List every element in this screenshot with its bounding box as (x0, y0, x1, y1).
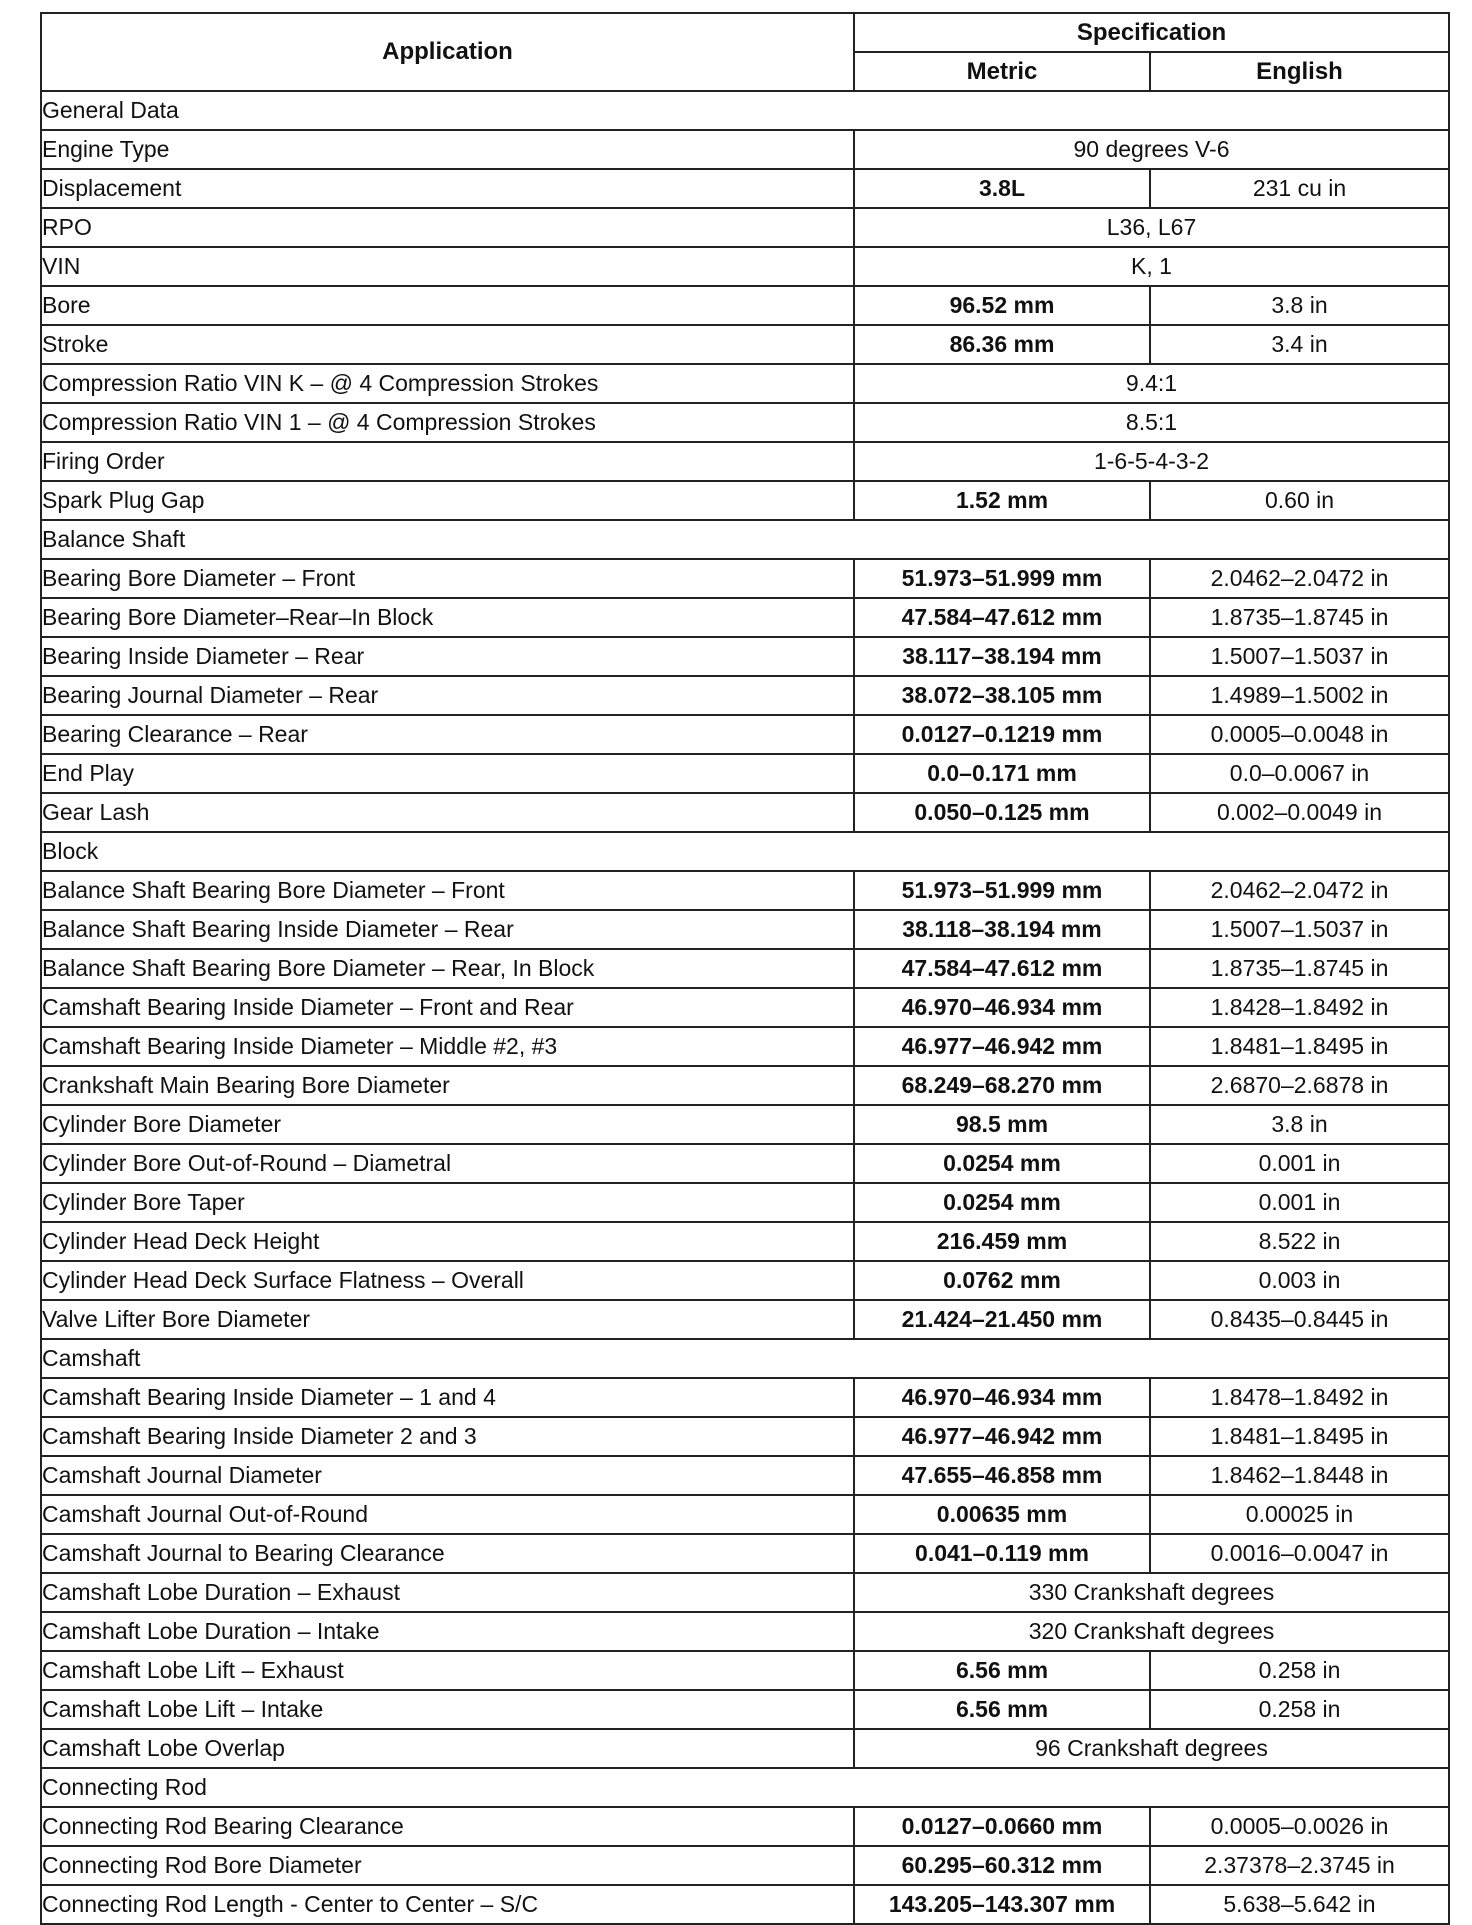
metric-value: 0.0–0.171 mm (854, 754, 1150, 793)
table-row (41, 325, 1449, 364)
table-row (41, 793, 1449, 832)
table-row (41, 1846, 1449, 1885)
english-value: 5.638–5.642 in (1150, 1885, 1449, 1924)
metric-value: 0.0254 mm (854, 1183, 1150, 1222)
english-value: 2.0462–2.0472 in (1150, 559, 1449, 598)
metric-value: 60.295–60.312 mm (854, 1846, 1150, 1885)
metric-value: 21.424–21.450 mm (854, 1300, 1150, 1339)
row-label: Compression Ratio VIN K – @ 4 Compression Strokes (41, 364, 854, 403)
metric-value: 68.249–68.270 mm (854, 1066, 1150, 1105)
english-value: 1.8735–1.8745 in (1150, 598, 1449, 637)
table-row (41, 442, 1449, 481)
metric-value: 51.973–51.999 mm (854, 871, 1150, 910)
table-row (41, 1456, 1449, 1495)
english-value: 0.0–0.0067 in (1150, 754, 1449, 793)
row-label: Camshaft Bearing Inside Diameter – 1 and 4 (41, 1378, 854, 1417)
table-row (41, 715, 1449, 754)
row-label: Camshaft Bearing Inside Diameter 2 and 3 (41, 1417, 854, 1456)
metric-value: 38.117–38.194 mm (854, 637, 1150, 676)
table-row (41, 1612, 1449, 1651)
section-row (41, 520, 1449, 559)
table-header (41, 13, 1449, 91)
table-row (41, 1417, 1449, 1456)
metric-value: 38.072–38.105 mm (854, 676, 1150, 715)
combined-value: 320 Crankshaft degrees (854, 1612, 1449, 1651)
metric-value: 47.584–47.612 mm (854, 949, 1150, 988)
spec-table (40, 12, 1450, 1925)
english-value: 1.8478–1.8492 in (1150, 1378, 1449, 1417)
table-body (41, 91, 1449, 1924)
metric-value: 0.0762 mm (854, 1261, 1150, 1300)
row-label: Firing Order (41, 442, 854, 481)
english-value: 2.37378–2.3745 in (1150, 1846, 1449, 1885)
metric-value: 0.041–0.119 mm (854, 1534, 1150, 1573)
row-label: Valve Lifter Bore Diameter (41, 1300, 854, 1339)
table-row (41, 208, 1449, 247)
english-value: 0.00025 in (1150, 1495, 1449, 1534)
row-label: Stroke (41, 325, 854, 364)
table-row (41, 1885, 1449, 1924)
table-row (41, 286, 1449, 325)
application-header: Application (41, 13, 854, 91)
table-row (41, 403, 1449, 442)
section-row (41, 91, 1449, 130)
row-label: Cylinder Head Deck Surface Flatness – Overall (41, 1261, 854, 1300)
english-value: 2.0462–2.0472 in (1150, 871, 1449, 910)
metric-value: 46.977–46.942 mm (854, 1027, 1150, 1066)
combined-value: 1-6-5-4-3-2 (854, 442, 1449, 481)
english-value: 0.001 in (1150, 1144, 1449, 1183)
row-label: Bearing Inside Diameter – Rear (41, 637, 854, 676)
section-row (41, 1339, 1449, 1378)
combined-value: 9.4:1 (854, 364, 1449, 403)
table-row (41, 1300, 1449, 1339)
english-value: 0.60 in (1150, 481, 1449, 520)
row-label: Displacement (41, 169, 854, 208)
row-label: Bearing Clearance – Rear (41, 715, 854, 754)
table-row (41, 598, 1449, 637)
row-label: Camshaft Lobe Lift – Intake (41, 1690, 854, 1729)
section-row (41, 832, 1449, 871)
row-label: Spark Plug Gap (41, 481, 854, 520)
combined-value: 8.5:1 (854, 403, 1449, 442)
metric-header: Metric (854, 52, 1150, 91)
row-label: Camshaft Journal to Bearing Clearance (41, 1534, 854, 1573)
english-value: 1.8481–1.8495 in (1150, 1027, 1449, 1066)
metric-value: 6.56 mm (854, 1690, 1150, 1729)
metric-value: 47.655–46.858 mm (854, 1456, 1150, 1495)
metric-value: 216.459 mm (854, 1222, 1150, 1261)
metric-value: 0.0254 mm (854, 1144, 1150, 1183)
row-label: End Play (41, 754, 854, 793)
row-label: Cylinder Bore Out-of-Round – Diametral (41, 1144, 854, 1183)
row-label: Connecting Rod Bearing Clearance (41, 1807, 854, 1846)
row-label: Camshaft Bearing Inside Diameter – Front and Rear (41, 988, 854, 1027)
table-row (41, 1495, 1449, 1534)
table-row (41, 637, 1449, 676)
table-row (41, 754, 1449, 793)
table-row (41, 1690, 1449, 1729)
metric-value: 0.0127–0.0660 mm (854, 1807, 1150, 1846)
row-label: Camshaft Lobe Overlap (41, 1729, 854, 1768)
metric-value: 51.973–51.999 mm (854, 559, 1150, 598)
table-row (41, 1066, 1449, 1105)
metric-value: 0.050–0.125 mm (854, 793, 1150, 832)
table-row (41, 676, 1449, 715)
metric-value: 96.52 mm (854, 286, 1150, 325)
row-label: Camshaft Journal Out-of-Round (41, 1495, 854, 1534)
table-row (41, 910, 1449, 949)
row-label: Connecting Rod Bore Diameter (41, 1846, 854, 1885)
english-value: 3.4 in (1150, 325, 1449, 364)
combined-value: L36, L67 (854, 208, 1449, 247)
combined-value: 90 degrees V-6 (854, 130, 1449, 169)
english-value: 0.0005–0.0026 in (1150, 1807, 1449, 1846)
row-label: Camshaft Lobe Duration – Exhaust (41, 1573, 854, 1612)
row-label: Camshaft Bearing Inside Diameter – Middle #2, #3 (41, 1027, 854, 1066)
section-title: Balance Shaft (41, 520, 1449, 559)
metric-value: 46.977–46.942 mm (854, 1417, 1150, 1456)
table-row (41, 1183, 1449, 1222)
english-value: 1.4989–1.5002 in (1150, 676, 1449, 715)
table-row (41, 1573, 1449, 1612)
metric-value: 143.205–143.307 mm (854, 1885, 1150, 1924)
table-row (41, 1261, 1449, 1300)
combined-value: 330 Crankshaft degrees (854, 1573, 1449, 1612)
row-label: VIN (41, 247, 854, 286)
table-row (41, 559, 1449, 598)
english-header: English (1150, 52, 1449, 91)
metric-value: 0.00635 mm (854, 1495, 1150, 1534)
combined-value: K, 1 (854, 247, 1449, 286)
metric-value: 1.52 mm (854, 481, 1150, 520)
english-value: 3.8 in (1150, 286, 1449, 325)
row-label: Balance Shaft Bearing Inside Diameter – Rear (41, 910, 854, 949)
row-label: Bearing Bore Diameter–Rear–In Block (41, 598, 854, 637)
row-label: Camshaft Journal Diameter (41, 1456, 854, 1495)
english-value: 0.0016–0.0047 in (1150, 1534, 1449, 1573)
table-row (41, 1807, 1449, 1846)
table-row (41, 949, 1449, 988)
english-value: 0.001 in (1150, 1183, 1449, 1222)
table-row (41, 364, 1449, 403)
row-label: Engine Type (41, 130, 854, 169)
table-row (41, 1651, 1449, 1690)
metric-value: 98.5 mm (854, 1105, 1150, 1144)
metric-value: 3.8L (854, 169, 1150, 208)
table-row (41, 247, 1449, 286)
row-label: Bore (41, 286, 854, 325)
row-label: RPO (41, 208, 854, 247)
table-row (41, 1105, 1449, 1144)
table-row (41, 1378, 1449, 1417)
row-label: Camshaft Lobe Duration – Intake (41, 1612, 854, 1651)
metric-value: 46.970–46.934 mm (854, 988, 1150, 1027)
table-row (41, 1222, 1449, 1261)
metric-value: 38.118–38.194 mm (854, 910, 1150, 949)
english-value: 1.5007–1.5037 in (1150, 910, 1449, 949)
row-label: Camshaft Lobe Lift – Exhaust (41, 1651, 854, 1690)
combined-value: 96 Crankshaft degrees (854, 1729, 1449, 1768)
table-row (41, 1729, 1449, 1768)
row-label: Crankshaft Main Bearing Bore Diameter (41, 1066, 854, 1105)
metric-value: 46.970–46.934 mm (854, 1378, 1150, 1417)
table-row (41, 169, 1449, 208)
english-value: 1.5007–1.5037 in (1150, 637, 1449, 676)
specification-header: Specification (854, 13, 1449, 52)
row-label: Cylinder Bore Taper (41, 1183, 854, 1222)
metric-value: 6.56 mm (854, 1651, 1150, 1690)
row-label: Balance Shaft Bearing Bore Diameter – Rear, In Block (41, 949, 854, 988)
english-value: 0.258 in (1150, 1651, 1449, 1690)
row-label: Cylinder Head Deck Height (41, 1222, 854, 1261)
english-value: 1.8481–1.8495 in (1150, 1417, 1449, 1456)
english-value: 2.6870–2.6878 in (1150, 1066, 1449, 1105)
row-label: Bearing Bore Diameter – Front (41, 559, 854, 598)
english-value: 8.522 in (1150, 1222, 1449, 1261)
section-title: General Data (41, 91, 1449, 130)
english-value: 0.003 in (1150, 1261, 1449, 1300)
table-row (41, 1144, 1449, 1183)
english-value: 1.8735–1.8745 in (1150, 949, 1449, 988)
section-title: Camshaft (41, 1339, 1449, 1378)
table-row (41, 481, 1449, 520)
row-label: Compression Ratio VIN 1 – @ 4 Compression Strokes (41, 403, 854, 442)
metric-value: 0.0127–0.1219 mm (854, 715, 1150, 754)
table-row (41, 988, 1449, 1027)
english-value: 0.002–0.0049 in (1150, 793, 1449, 832)
section-row (41, 1768, 1449, 1807)
english-value: 1.8428–1.8492 in (1150, 988, 1449, 1027)
row-label: Balance Shaft Bearing Bore Diameter – Front (41, 871, 854, 910)
section-title: Block (41, 832, 1449, 871)
metric-value: 47.584–47.612 mm (854, 598, 1150, 637)
row-label: Cylinder Bore Diameter (41, 1105, 854, 1144)
row-label: Connecting Rod Length - Center to Center – S/C (41, 1885, 854, 1924)
row-label: Bearing Journal Diameter – Rear (41, 676, 854, 715)
table-row (41, 871, 1449, 910)
english-value: 0.0005–0.0048 in (1150, 715, 1449, 754)
table-row (41, 1027, 1449, 1066)
metric-value: 86.36 mm (854, 325, 1150, 364)
row-label: Gear Lash (41, 793, 854, 832)
english-value: 0.258 in (1150, 1690, 1449, 1729)
english-value: 3.8 in (1150, 1105, 1449, 1144)
english-value: 231 cu in (1150, 169, 1449, 208)
table-row (41, 130, 1449, 169)
english-value: 1.8462–1.8448 in (1150, 1456, 1449, 1495)
english-value: 0.8435–0.8445 in (1150, 1300, 1449, 1339)
section-title: Connecting Rod (41, 1768, 1449, 1807)
table-row (41, 1534, 1449, 1573)
